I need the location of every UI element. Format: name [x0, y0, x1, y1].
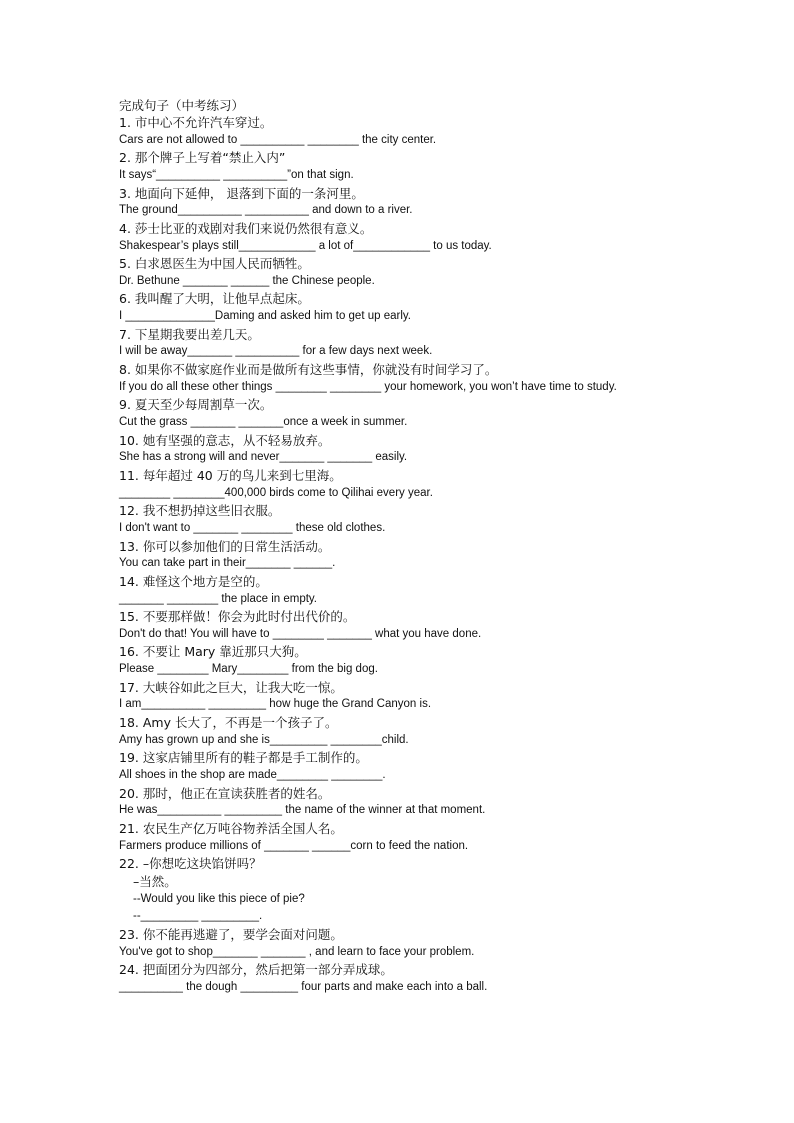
question-20-english: He was__________ _________ the name of the winner at that moment.	[119, 804, 486, 817]
question-12-english: I don't want to _______ ________ these old clothes.	[119, 521, 386, 534]
question-15-english: Don't do that! You will have to ________ _______ what you have done.	[119, 627, 482, 640]
question-17-chinese: 17. 大峡谷如此之巨大，让我大吃一惊。	[119, 679, 343, 695]
question-1-english: Cars are not allowed to __________ ________ the city center.	[119, 133, 437, 146]
question-14-english: _______ ________ the place in empty.	[119, 592, 317, 605]
question-1-chinese: 1. 市中心不允许汽车穿过。	[119, 115, 273, 130]
question-17-english: I am__________ _________ how huge the Grand Canyon is.	[119, 698, 432, 711]
question-8-english: If you do all these other things ________ ________ your homework, you won’t have time to study.	[119, 380, 617, 393]
question-2-chinese: 2. 那个牌子上写着“禁止入内”	[119, 150, 286, 166]
question-6-english: I ______________Daming and asked him to get up early.	[119, 310, 411, 323]
question-4-chinese: 4. 莎士比亚的戏剧对我们来说仍然很有意义。	[119, 220, 373, 236]
question-13-chinese: 13. 你可以参加他们的日常生活活动。	[119, 538, 331, 554]
question-4-english: Shakespear’s plays still____________ a lot of____________ to us today.	[119, 239, 492, 252]
question-15-chinese: 15. 不要那样做！你会为此时付出代价的。	[119, 609, 356, 625]
question-21-english: Farmers produce millions of _______ ______corn to feed the nation.	[119, 839, 469, 852]
question-24-english: __________ the dough _________ four parts and make each into a ball.	[119, 980, 488, 993]
question-16-english: Please ________ Mary________ from the big dog.	[119, 663, 378, 676]
question-20-chinese: 20. 那时，他正在宣读获胜者的姓名。	[119, 785, 331, 801]
question-11-chinese: 11. 每年超过 40 万的鸟儿来到七里海。	[119, 467, 342, 483]
question-8-chinese: 8. 如果你不做家庭作业而是做所有这些事情，你就没有时间学习了。	[119, 362, 498, 378]
question-7-chinese: 7. 下星期我要出差几天。	[119, 326, 260, 342]
question-6-chinese: 6. 我叫醒了大明，让他早点起床。	[119, 291, 310, 307]
question-16-chinese: 16. 不要让 Mary 靠近那只大狗。	[119, 644, 307, 660]
question-5-chinese: 5. 白求恩医生为中国人民而牺牲。	[119, 256, 310, 272]
question-19-chinese: 19. 这家店铺里所有的鞋子都是手工制作的。	[119, 750, 368, 766]
question-10-chinese: 10. 她有坚强的意志，从不轻易放弃。	[119, 432, 331, 448]
question-21-chinese: 21. 农民生产亿万吨谷物养活全国人名。	[119, 820, 343, 836]
question-3-english: The ground__________ __________ and down to a river.	[119, 204, 413, 217]
question-2-english: It says“__________ __________”on that sign.	[119, 169, 354, 181]
question-22-english-answer: --_________ _________.	[133, 910, 263, 923]
question-13-english: You can take part in their_______ ______.	[119, 557, 336, 570]
question-18-english: Amy has grown up and she is_________ ________child.	[119, 733, 409, 746]
question-12-chinese: 12. 我不想扔掉这些旧衣服。	[119, 503, 281, 519]
question-18-chinese: 18. Amy 长大了，不再是一个孩子了。	[119, 715, 338, 731]
question-7-english: I will be away_______ __________ for a few days next week.	[119, 345, 433, 358]
question-23-chinese: 23. 你不能再逃避了，要学会面对问题。	[119, 926, 343, 942]
worksheet-title: 完成句子（中考练习）	[119, 98, 245, 113]
question-9-english: Cut the grass _______ _______once a week in summer.	[119, 416, 408, 429]
question-10-english: She has a strong will and never_______ _______ easily.	[119, 451, 408, 464]
question-3-chinese: 3. 地面向下延伸， 退落到下面的一条河里。	[119, 185, 364, 201]
question-23-english: You've got to shop_______ _______ , and learn to face your problem.	[119, 945, 475, 958]
worksheet	[119, 97, 679, 996]
question-22-chinese-answer: –当然。	[133, 873, 177, 889]
question-22-chinese: 22. –你想吃这块馅饼吗？	[119, 856, 262, 872]
question-9-chinese: 9. 夏天至少每周割草一次。	[119, 397, 273, 413]
question-22-english-question: --Would you like this piece of pie?	[133, 892, 305, 905]
question-5-english: Dr. Bethune _______ ______ the Chinese people.	[119, 274, 375, 287]
question-19-english: All shoes in the shop are made________ ________.	[119, 769, 386, 782]
question-11-english: ________ ________400,000 birds come to Qilihai every year.	[119, 486, 433, 499]
question-14-chinese: 14. 难怪这个地方是空的。	[119, 573, 268, 589]
question-24-chinese: 24. 把面团分为四部分，然后把第一部分弄成球。	[119, 962, 393, 978]
